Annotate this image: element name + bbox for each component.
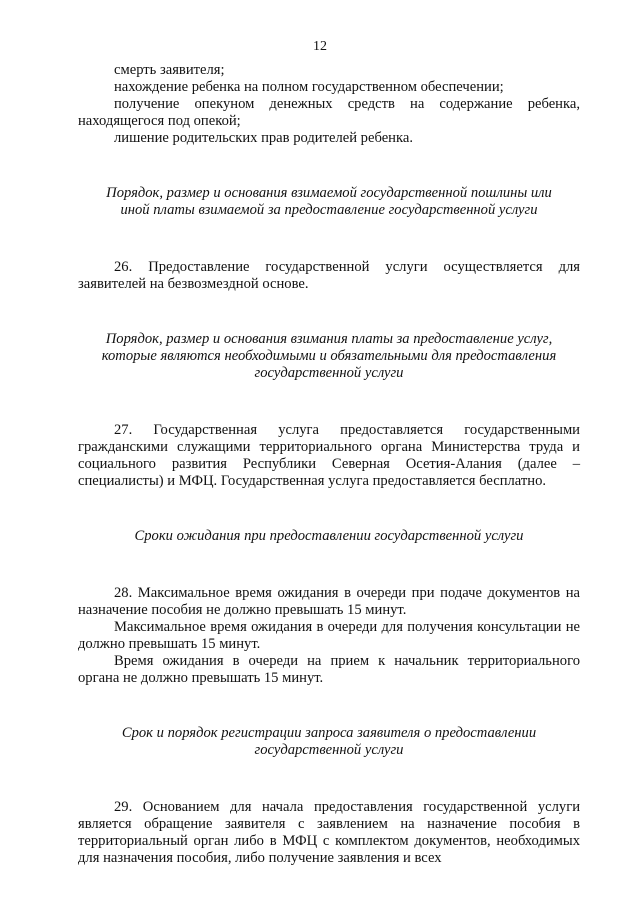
paragraph: Время ожидания в очереди на прием к начальник территориального органа не должно превышать 15 минут. [78, 653, 580, 686]
section-heading: Порядок, размер и основания взимаемой государственной пошлины или иной платы взимаемой за предоставление государственной услуги [106, 185, 552, 218]
paragraph: 28. Максимальное время ожидания в очереди при подаче документов на назначение пособия не должно превышать 15 минут. [78, 585, 580, 618]
page-number: 12 [313, 39, 327, 54]
list-item: получение опекуном денежных средств на содержание ребенка, находящегося под опекой; [78, 96, 580, 129]
spacer [78, 687, 580, 725]
spacer [78, 147, 580, 185]
document-body [78, 62, 580, 867]
paragraph: Максимальное время ожидания в очереди для получения консультации не должно превышать 15 минут. [78, 619, 580, 652]
spacer [78, 545, 580, 585]
paragraph: 26. Предоставление государственной услуги осуществляется для заявителей на безвозмездной основе. [78, 259, 580, 292]
spacer [78, 293, 580, 331]
section-heading: Срок и порядок регистрации запроса заявителя о предоставлении государственной услуги [121, 725, 537, 758]
spacer [78, 490, 580, 528]
paragraph: 27. Государственная услуга предоставляется государственными гражданскими служащими территориального органа Министерства труда и социального развития Республики Северная Осетия-Алания (далее – специалисты) и МФЦ. Государственная услуга предоставляется бесплатно. [78, 422, 580, 489]
spacer [78, 219, 580, 259]
section-heading: Сроки ожидания при предоставлении государственной услуги [134, 528, 524, 544]
list-item: нахождение ребенка на полном государственном обеспечении; [114, 79, 504, 95]
paragraph: 29. Основанием для начала предоставления государственной услуги является обращение заявителя с заявлением на назначение пособия в территориальный орган либо в МФЦ с комплектом документов, необходимых для назначения пособия, либо получение заявления и всех [78, 799, 580, 866]
list-item: смерть заявителя; [114, 62, 225, 78]
section-heading: Порядок, размер и основания взимания платы за предоставление услуг, которые являются необходимыми и обязательными для предоставления государственной услуги [101, 331, 557, 381]
spacer [78, 759, 580, 799]
list-item: лишение родительских прав родителей ребенка. [114, 130, 413, 146]
spacer [78, 382, 580, 422]
